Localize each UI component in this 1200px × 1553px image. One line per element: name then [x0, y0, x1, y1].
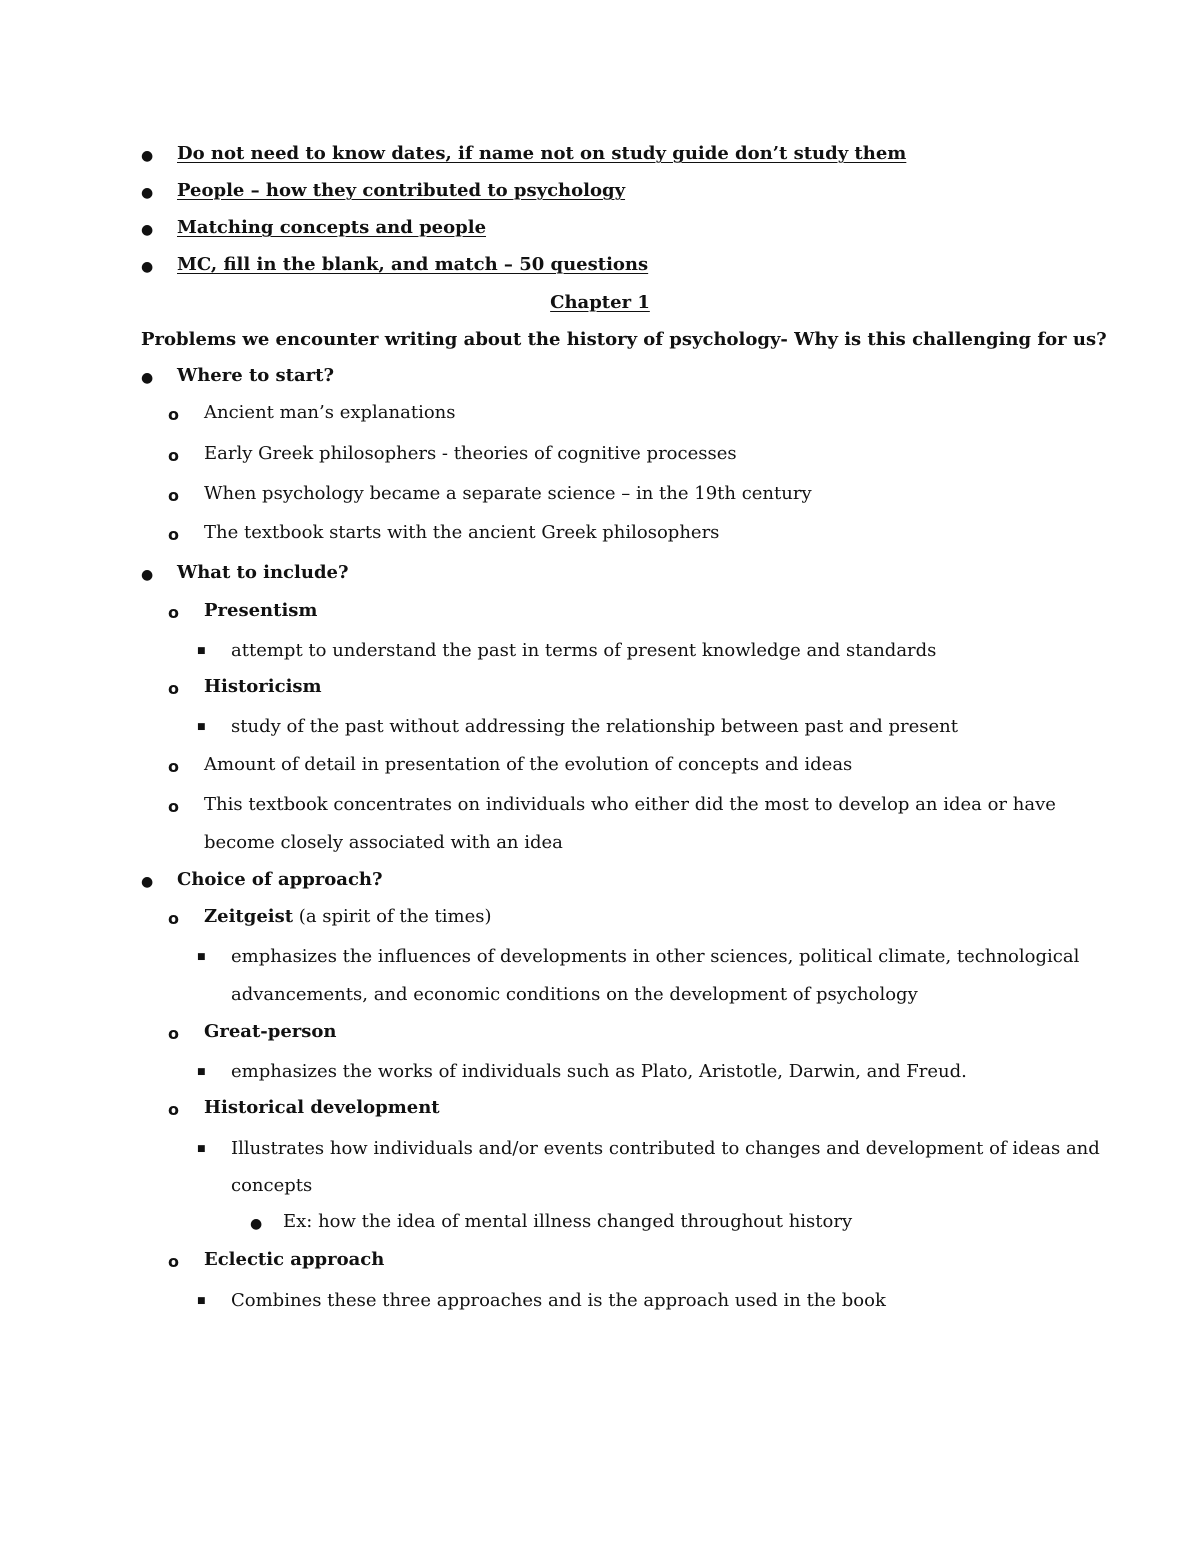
definition-zeitgeist: emphasizes the influences of developments in other sciences, political climate, technological [231, 946, 1080, 967]
hollow-bullet-icon: o [168, 1252, 179, 1271]
hollow-bullet-icon: o [168, 446, 179, 465]
top-note-2: People – how they contributed to psychology [177, 180, 626, 201]
square-bullet-icon: ■ [197, 646, 206, 656]
definition-presentism: attempt to understand the past in terms of present knowledge and standards [231, 640, 937, 661]
bullet-icon: ● [141, 259, 154, 275]
bullet-icon: ● [141, 148, 154, 164]
heading-choice-of-approach: Choice of approach? [177, 869, 383, 890]
bullet-icon: ● [250, 1216, 263, 1232]
list-item-continuation: become closely associated with an idea [204, 832, 563, 853]
example-item: Ex: how the idea of mental illness changed throughout history [283, 1211, 853, 1232]
zeitgeist-item [204, 906, 492, 928]
section-question: Problems we encounter writing about the history of psychology- Why is this challenging for us? [141, 329, 1107, 350]
square-bullet-icon: ■ [197, 1067, 206, 1077]
hollow-bullet-icon: o [168, 1100, 179, 1119]
heading-what-to-include: What to include? [177, 562, 349, 583]
bullet-icon: ● [141, 370, 154, 386]
list-item: The textbook starts with the ancient Greek philosophers [204, 522, 720, 543]
term-eclectic-approach: Eclectic approach [204, 1249, 385, 1270]
top-note-1: Do not need to know dates, if name not on study guide don’t study them [177, 143, 907, 164]
list-item: This textbook concentrates on individuals who either did the most to develop an idea or have [204, 794, 1056, 815]
definition-great-person: emphasizes the works of individuals such as Plato, Aristotle, Darwin, and Freud. [231, 1061, 967, 1082]
hollow-bullet-icon: o [168, 603, 179, 622]
definition-zeitgeist-continuation: advancements, and economic conditions on the development of psychology [231, 984, 918, 1005]
bullet-icon: ● [141, 567, 154, 583]
term-zeitgeist: Zeitgeist [204, 906, 294, 927]
term-great-person: Great-person [204, 1021, 337, 1042]
heading-where-to-start: Where to start? [177, 365, 334, 386]
bullet-icon: ● [141, 185, 154, 201]
term-historicism: Historicism [204, 676, 322, 697]
term-presentism: Presentism [204, 600, 318, 621]
hollow-bullet-icon: o [168, 525, 179, 544]
chapter-title: Chapter 1 [550, 292, 650, 313]
list-item: Ancient man’s explanations [204, 402, 456, 423]
hollow-bullet-icon: o [168, 486, 179, 505]
square-bullet-icon: ■ [197, 1144, 206, 1154]
square-bullet-icon: ■ [197, 952, 206, 962]
definition-historicism: study of the past without addressing the relationship between past and present [231, 716, 958, 737]
bullet-icon: ● [141, 874, 154, 890]
hollow-bullet-icon: o [168, 405, 179, 424]
top-note-4: MC, fill in the blank, and match – 50 questions [177, 254, 649, 275]
list-item: Amount of detail in presentation of the evolution of concepts and ideas [204, 754, 853, 775]
definition-eclectic-approach: Combines these three approaches and is the approach used in the book [231, 1290, 886, 1311]
hollow-bullet-icon: o [168, 797, 179, 816]
square-bullet-icon: ■ [197, 722, 206, 732]
definition-historical-development: Illustrates how individuals and/or events contributed to changes and development of ideas and [231, 1138, 1100, 1159]
definition-historical-development-continuation: concepts [231, 1175, 313, 1196]
square-bullet-icon: ■ [197, 1296, 206, 1306]
bullet-icon: ● [141, 222, 154, 238]
zeitgeist-note: (a spirit of the times) [293, 906, 492, 927]
hollow-bullet-icon: o [168, 1024, 179, 1043]
hollow-bullet-icon: o [168, 757, 179, 776]
list-item: Early Greek philosophers - theories of cognitive processes [204, 443, 737, 464]
top-note-3: Matching concepts and people [177, 217, 487, 238]
term-historical-development: Historical development [204, 1097, 440, 1118]
hollow-bullet-icon: o [168, 679, 179, 698]
hollow-bullet-icon: o [168, 909, 179, 928]
list-item: When psychology became a separate science – in the 19th century [204, 483, 812, 504]
